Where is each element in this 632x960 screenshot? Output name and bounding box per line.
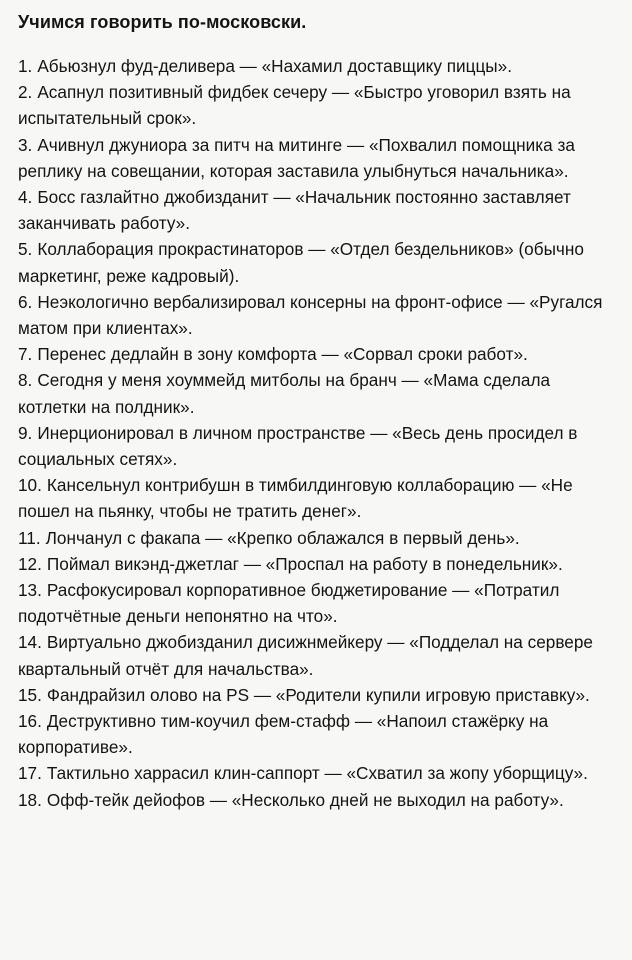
item-text: Абьюзнул фуд-деливера — «Нахамил доставщику пиццы». (37, 56, 512, 76)
item-text: Кансельнул контрибушн в тимбилдинговую коллаборацию — «Не пошел на пьянку, чтобы не тратить денег». (18, 475, 573, 522)
item-text: Неэкологично вербализировал консерны на фронт-офисе — «Ругался матом при клиентах». (18, 291, 603, 339)
item-text: Поймал викэнд-джетлаг — «Проспал на работу в понедельник». (46, 553, 563, 574)
item-text: Асапнул позитивный фидбек сечеру — «Быстро уговорил взять на испытательный срок». (18, 82, 571, 129)
item-number: 16. (18, 711, 42, 732)
item-text: Лончанул с факапа — «Крепко облажался в первый день». (45, 527, 520, 548)
item-number: 17. (18, 763, 42, 784)
list-item (18, 236, 618, 288)
list-item (18, 708, 618, 760)
item-number: 11. (18, 527, 41, 548)
item-number: 5. (18, 239, 33, 260)
item-text: Расфокусировал корпоративное бюджетирование — «Потратил подотчётные деньги непонятно на что». (18, 580, 560, 627)
list-item (18, 367, 618, 419)
list-item (18, 132, 618, 184)
item-text: Офф-тейк дейофов — «Несколько дней не выходил на работу». (46, 789, 564, 810)
item-text: Босс газлайтно джобизданит — «Начальник постоянно заставляет заканчивать работу». (18, 187, 571, 234)
list-item (18, 341, 618, 367)
item-number: 18. (18, 789, 42, 810)
list-item (18, 577, 618, 629)
item-text: Инерционировал в личном пространстве — «Весь день просидел в социальных сетях». (18, 422, 578, 470)
item-number: 13. (18, 580, 42, 601)
item-text: Тактильно харрасил клин-саппорт — «Схватил за жопу уборщицу». (46, 763, 588, 784)
item-text: Ачивнул джуниора за питч на митинге — «Похвалил помощника за реплику на совещании, которая заставила улыбнуться начальника». (18, 134, 575, 181)
list-item (18, 787, 618, 813)
item-text: Деструктивно тим-коучил фем-стафф — «Напоил стажёрку на корпоративе». (18, 711, 549, 758)
item-number: 12. (18, 553, 42, 574)
item-number: 6. (18, 291, 33, 312)
phrase-list (18, 53, 618, 813)
list-item (18, 760, 618, 786)
item-text: Виртуально джобизданил дисижнмейкеру — «Подделал на сервере квартальный отчёт для начальства». (18, 632, 593, 679)
list-item (18, 682, 618, 708)
item-text: Фандрайзил олово на PS — «Родители купили игровую приставку». (46, 684, 590, 705)
item-text: Перенес дедлайн в зону комфорта — «Сорвал сроки работ». (37, 344, 528, 365)
item-number: 3. (18, 134, 33, 155)
item-number: 8. (18, 370, 33, 391)
list-item (18, 420, 618, 472)
list-item (18, 525, 618, 551)
item-number: 15. (18, 684, 42, 705)
item-text: Сегодня у меня хоуммейд митболы на бранч — «Мама сделала котлетки на полдник». (18, 370, 551, 417)
item-number: 2. (18, 82, 33, 103)
list-item (18, 289, 618, 341)
item-number: 14. (18, 632, 42, 653)
list-item (18, 53, 618, 79)
list-item (18, 472, 618, 524)
document-title: Учимся говорить по-московски. (18, 12, 307, 32)
list-item (18, 551, 618, 577)
item-number: 10. (18, 475, 42, 496)
list-item (18, 184, 618, 236)
item-number: 1. (18, 56, 33, 76)
item-number: 9. (18, 422, 33, 443)
item-text: Коллаборация прокрастинаторов — «Отдел бездельников» (обычно маркетинг, реже кадровый). (18, 239, 584, 286)
list-item (18, 629, 618, 681)
item-number: 7. (18, 344, 33, 365)
list-item (18, 79, 618, 131)
item-number: 4. (18, 187, 33, 208)
